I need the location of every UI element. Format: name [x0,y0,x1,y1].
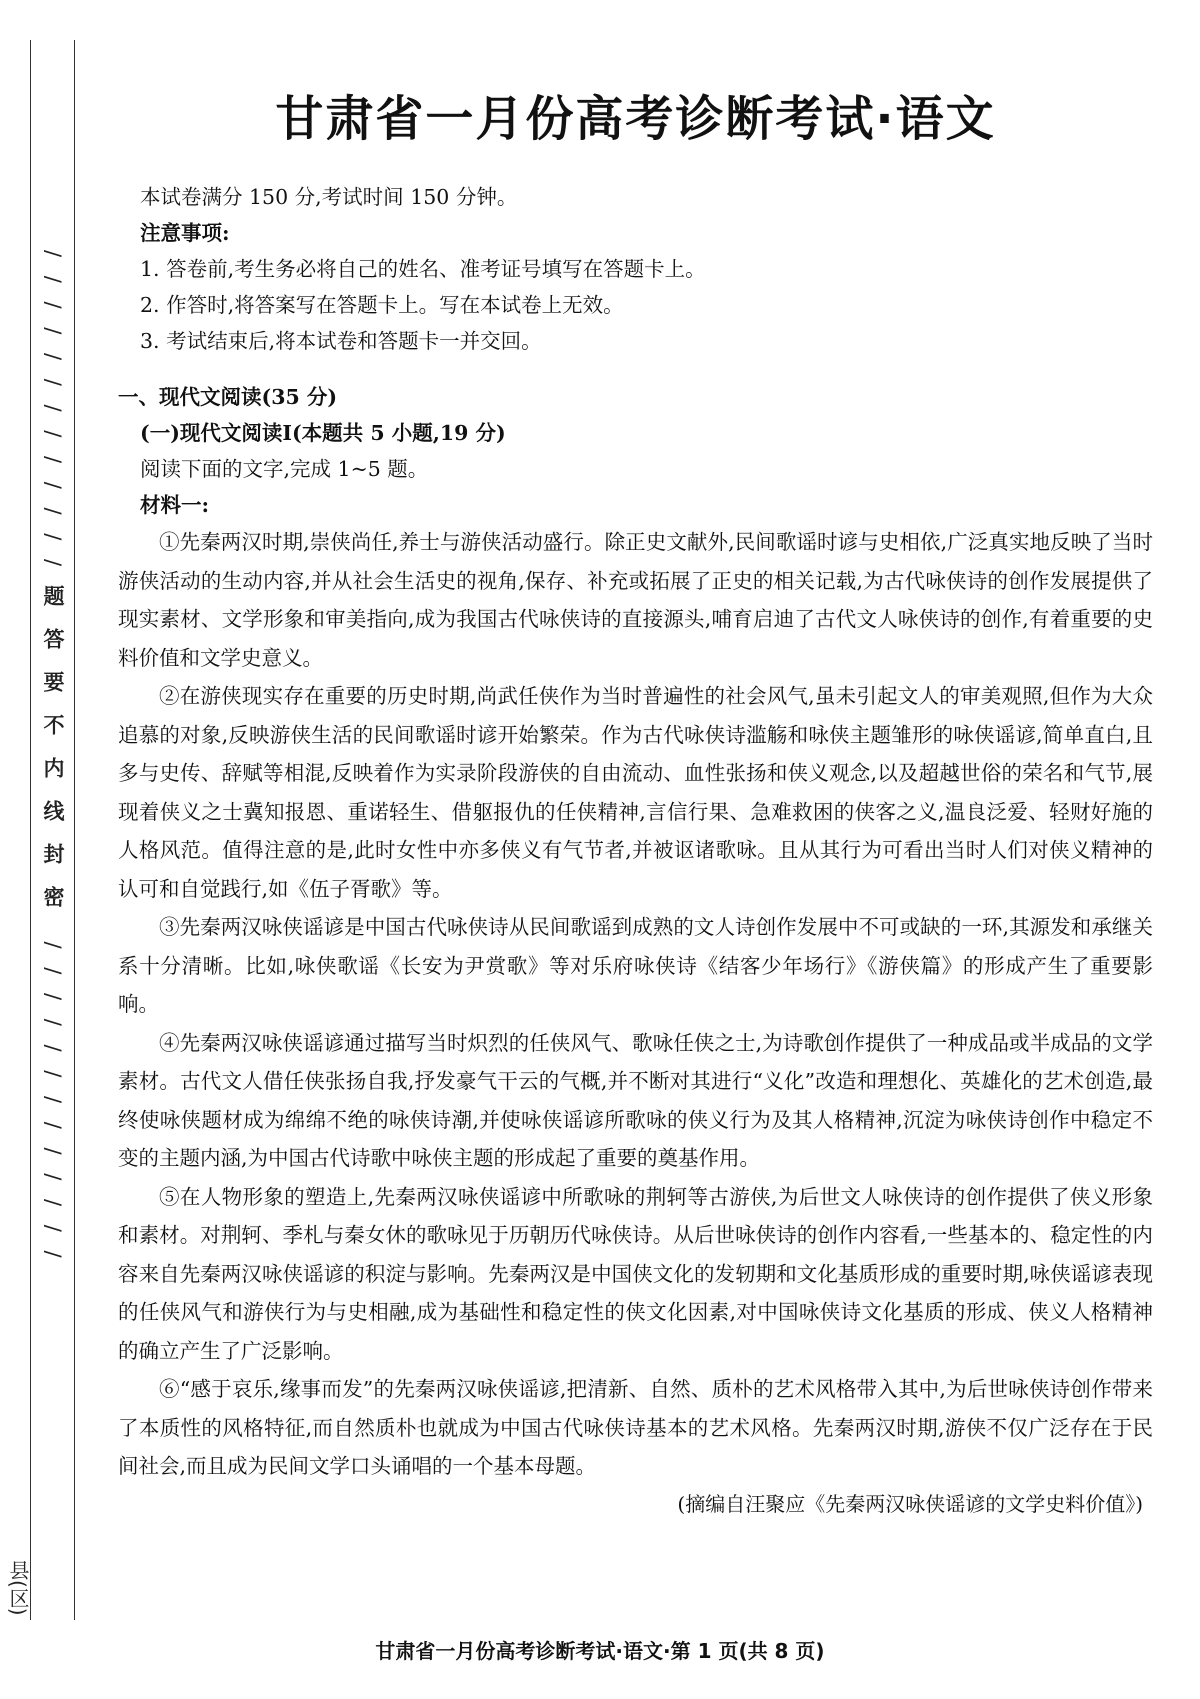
binding-warning-strip [38,250,68,1550]
page-title: 甘肃省一月份高考诊断考试·语文 [275,91,996,147]
binding-line-inner [74,40,75,1620]
reading-instruction: 阅读下面的文字,完成 1~5 题。 [140,457,429,481]
notes-heading: 注意事项: [140,221,230,245]
passage-paragraph: ②在游侠现实存在重要的历史时期,尚武任侠作为当时普遍性的社会风气,虽未引起文人的审美观照,但作为大众追慕的对象,反映游侠生活的民间歌谣时谚开始繁荣。作为古代咏侠诗滥觞和咏侠主题雏形的咏侠谣谚,简单直白,且多与史传、辞赋等相混,反映着作为实录阶段游侠的自由流动、血性张扬和侠义观念,以及超越世俗的荣名和气节,展现着侠义之士冀知报恩、重诺轻生、借躯报仇的任侠精神,言信行果、急难救困的侠客之义,温良泛爱、轻财好施的人格风范。值得注意的是,此时女性中亦多侠义有气节者,并被讴诸歌咏。且从其行为可看出当时人们对侠义精神的认可和自觉践行,如《伍子胥歌》等。 [118,684,1153,901]
material-label: 材料一: [140,493,210,517]
passage-paragraph: ⑥“感于哀乐,缘事而发”的先秦两汉咏侠谣谚,把清新、自然、质朴的艺术风格带入其中,为后世咏侠诗创作带来了本质性的风格特征,而自然质朴也就成为中国古代咏侠诗基本的艺术风格。先秦两汉时期,游侠不仅广泛存在于民间社会,而且成为民间文学口头诵唱的一个基本母题。 [118,1377,1153,1478]
binding-margin [0,0,80,1699]
binding-slashes-bottom: / / / / / / / / / / / / / [41,941,65,1264]
binding-slashes-top: / / / / / / / / / / / / / [41,250,65,573]
passage-paragraph: ③先秦两汉咏侠谣谚是中国古代咏侠诗从民间歌谣到成熟的文人诗创作发展中不可或缺的一环,其源发和承继关系十分清晰。比如,咏侠歌谣《长安为尹赏歌》等对乐府咏侠诗《结客少年场行》《游侠篇》的形成产生了重要影响。 [118,915,1153,1016]
exam-page [118,80,1153,1522]
section-heading: 一、现代文阅读(35 分) [118,385,338,409]
passage-paragraph: ④先秦两汉咏侠谣谚通过描写当时炽烈的任侠风气、歌咏任侠之士,为诗歌创作提供了一种成品或半成品的文学素材。古代文人借任侠张扬自我,抒发豪气干云的气概,并不断对其进行“义化”改造和理想化、英雄化的艺术创造,最终使咏侠题材成为绵绵不绝的咏侠诗潮,并使咏侠谣谚所歌咏的侠义行为及其人格精神,沉淀为咏侠诗创作中稳定不变的主题内涵,为中国古代诗歌中咏侠主题的形成起了重要的奠基作用。 [118,1030,1153,1170]
note-item: 1. 答卷前,考生务必将自己的姓名、准考证号填写在答题卡上。 [140,257,706,281]
binding-county-field: 县(区) [6,1560,30,1616]
exam-intro: 本试卷满分 150 分,考试时间 150 分钟。 [140,185,518,209]
passage-paragraph: ⑤在人物形象的塑造上,先秦两汉咏侠谣谚中所歌咏的荆轲等古游侠,为后世文人咏侠诗的创作提供了侠义形象和素材。对荆轲、季札与秦女休的歌咏见于历朝历代咏侠诗。从后世咏侠诗的创作内容看,一些基本的、稳定性的内容来自先秦两汉咏侠谣谚的积淀与影响。先秦两汉是中国侠文化的发轫期和文化基质形成的重要时期,咏侠谣谚表现的任侠风气和游侠行为与史相融,成为基础性和稳定性的侠文化因素,对中国咏侠诗文化基质的形成、侠义人格精神的确立产生了广泛影响。 [118,1184,1153,1363]
spacer [118,359,1153,379]
note-item: 2. 作答时,将答案写在答题卡上。写在本试卷上无效。 [140,293,624,317]
note-item: 3. 考试结束后,将本试卷和答题卡一并交回。 [140,329,542,353]
subsection-heading: (一)现代文阅读Ⅰ(本题共 5 小题,19 分) [140,421,506,445]
binding-warning-text: 题答要不内线封密 [41,584,65,929]
binding-line-outer [30,40,31,1620]
passage-paragraph: ①先秦两汉时期,崇侠尚任,养士与游侠活动盛行。除正史文献外,民间歌谣时谚与史相依,广泛真实地反映了当时游侠活动的生动内容,并从社会生活史的视角,保存、补充或拓展了正史的相关记载,为古代咏侠诗的创作发展提供了现实素材、文学形象和审美指向,成为我国古代咏侠诗的直接源头,哺育启迪了古代文人咏侠诗的创作,有着重要的史料价值和文学史意义。 [118,530,1153,670]
page-footer: 甘肃省一月份高考诊断考试·语文·第 1 页(共 8 页) [375,1639,825,1663]
passage-source: (摘编自汪聚应《先秦两汉咏侠谣谚的文学史料价值》) [677,1491,1143,1516]
